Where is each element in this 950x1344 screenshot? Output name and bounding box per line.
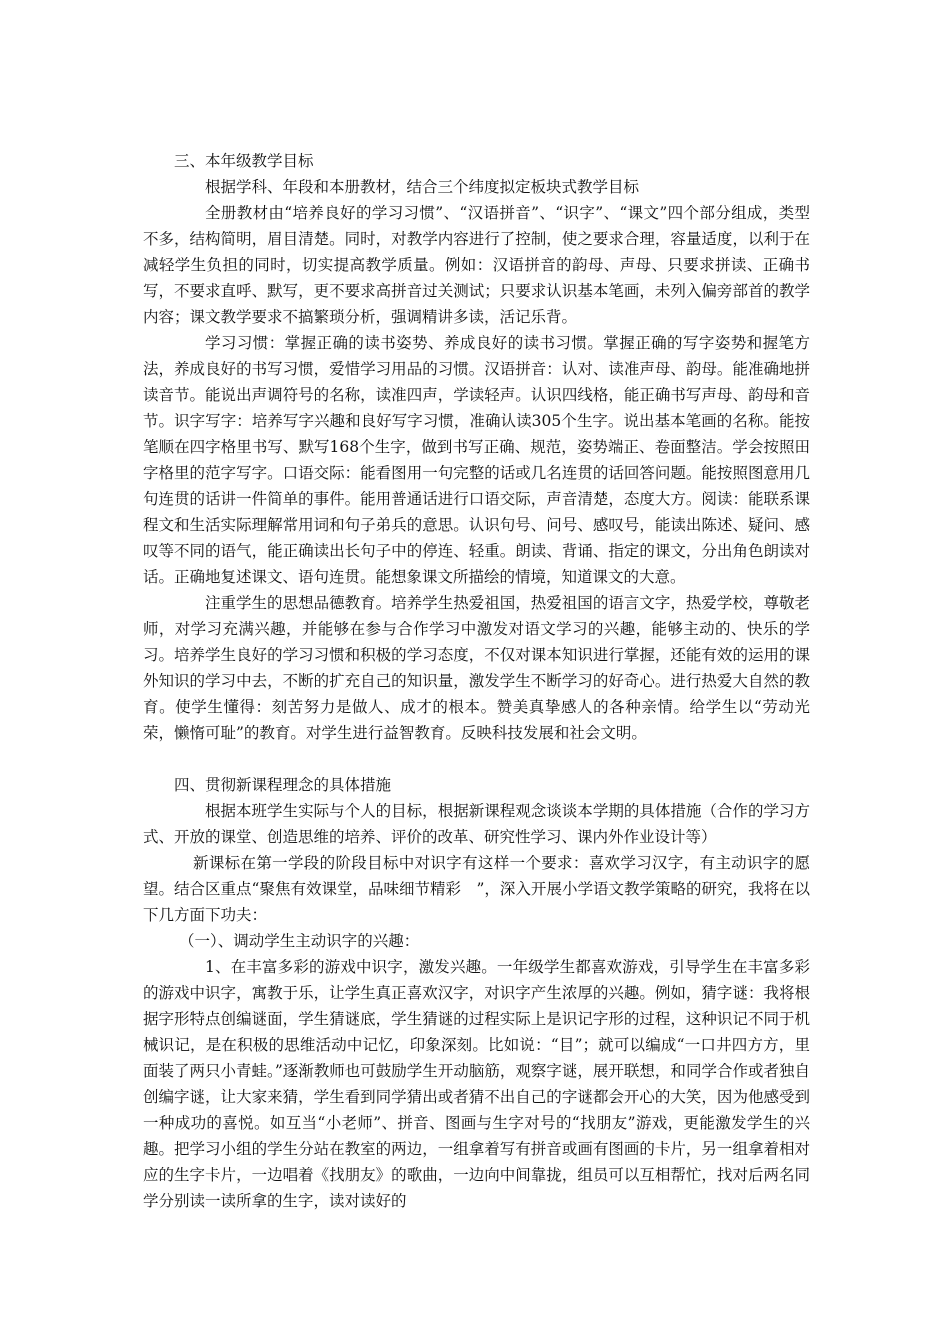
section-spacer xyxy=(143,746,810,772)
section3-intro: 根据学科、年段和本册教材，结合三个纬度拟定板块式教学目标 xyxy=(205,178,640,196)
section3-heading: 三、本年级教学目标 xyxy=(174,152,314,170)
section3-paragraph-1: 全册教材由“培养良好的学习习惯”、“汉语拼音”、“识字”、“课文”四个部分组成，类型不多，结构简明，眉目清楚。同时，对教学内容进行了控制，使之要求合理，容量适度，以利于在减轻学生负担的同时，切实提高教学质量。例如：汉语拼音的韵母、声母、只要求拼读、正确书写，不要求直呼、默写，更不要求高拼音过关测试；只要求认识基本笔画，未列入偏旁部首的教学内容；课文教学要求不搞繁琐分析，强调精讲多读，活记乐背。 xyxy=(143,204,810,326)
section4-paragraph-1: 新课标在第一学段的阶段目标中对识字有这样一个要求：喜欢学习汉字，有主动识字的愿望。结合区重点“聚焦有效课堂，品味细节精彩 ”，深入开展小学语文教学策略的研究，我将在以下几方面下功夫： xyxy=(143,854,810,924)
section3-paragraph-2: 学习习惯：掌握正确的读书姿势、养成良好的读书习惯。掌握正确的写字姿势和握笔方法，养成良好的书写习惯，爱惜学习用品的习惯。汉语拼音：认对、读准声母、韵母。能准确地拼读音节。能说出声调符号的名称，读准四声，学读轻声。认识四线格，能正确书写声母、韵母和音节。识字写字：培养写字兴趣和良好写字习惯，准确认读305个生字。说出基本笔画的名称。能按笔顺在四字格里书写、默写168个生字，做到书写正确、规范，姿势端正、卷面整洁。学会按照田字格里的范字写字。口语交际：能看图用一句完整的话或几名连贯的话回答问题。能按照图意用几句连贯的话讲一件简单的事件。能用普通话进行口语交际，声音清楚，态度大方。阅读：能联系课程文和生活实际理解常用词和句子弟兵的意思。认识句号、问号、感叹号，能读出陈述、疑问、感叹等不同的语气，能正确读出长句子中的停连、轻重。朗读、背诵、指定的课文，分出角色朗读对话。正确地复述课文、语句连贯。能想象课文所描绘的情境，知道课文的大意。 xyxy=(143,334,810,586)
section4-paragraph-2: 1、在丰富多彩的游戏中识字，激发兴趣。一年级学生都喜欢游戏，引导学生在丰富多彩的游戏中识字，寓教于乐，让学生真正喜欢汉字，对识字产生浓厚的兴趣。例如，猜字谜：我将根据字形特点创编谜面，学生猜谜底，学生猜谜的过程实际上是识记字形的过程，这种识记不同于机械识记，是在积极的思维活动中记忆，印象深刻。比如说：“目”；就可以编成“一口井四方方，里面装了两只小青蛙。”逐渐教师也可鼓励学生开动脑筋，观察字谜，展开联想，和同学合作或者独自创编字谜，让大家来猜，学生看到同学猜出或者猜不出自己的字谜都会开心的大笑，因为他感受到一种成功的喜悦。如互当“小老师”、拼音、图画与生字对号的“找朋友”游戏，更能激发学生的兴趣。把学习小组的学生分站在教室的两边，一组拿着写有拼音或画有图画的卡片，另一组拿着相对应的生字卡片，一边唱着《找朋友》的歌曲，一边向中间靠拢，组员可以互相帮忙，找对后两名同学分别读一读所拿的生字，读对读好的 xyxy=(143,958,810,1210)
document-page xyxy=(143,148,810,1214)
section3-paragraph-3: 注重学生的思想品德教育。培养学生热爱祖国，热爱祖国的语言文字，热爱学校，尊敬老师，对学习充满兴趣，并能够在参与合作学习中激发对语文学习的兴趣，能够主动的、快乐的学习。培养学生良好的学习习惯和积极的学习态度，不仅对课本知识进行掌握，还能有效的运用的课外知识的学习中去，不断的扩充自己的知识量，激发学生不断学习的好奇心。进行热爱大自然的教育。使学生懂得：刻苦努力是做人、成才的根本。赞美真挚感人的各种亲情。给学生以“劳动光荣，懒惰可耻”的教育。对学生进行益智教育。反映科技发展和社会文明。 xyxy=(143,594,810,742)
section4-heading: 四、贯彻新课程理念的具体措施 xyxy=(174,776,392,794)
section4-intro: 根据本班学生实际与个人的目标，根据新课程观念谈谈本学期的具体措施（合作的学习方式、开放的课堂、创造思维的培养、评价的改革、研究性学习、课内外作业设计等） xyxy=(143,802,810,846)
section4-subheading-1: （一）、调动学生主动识字的兴趣： xyxy=(179,932,420,950)
